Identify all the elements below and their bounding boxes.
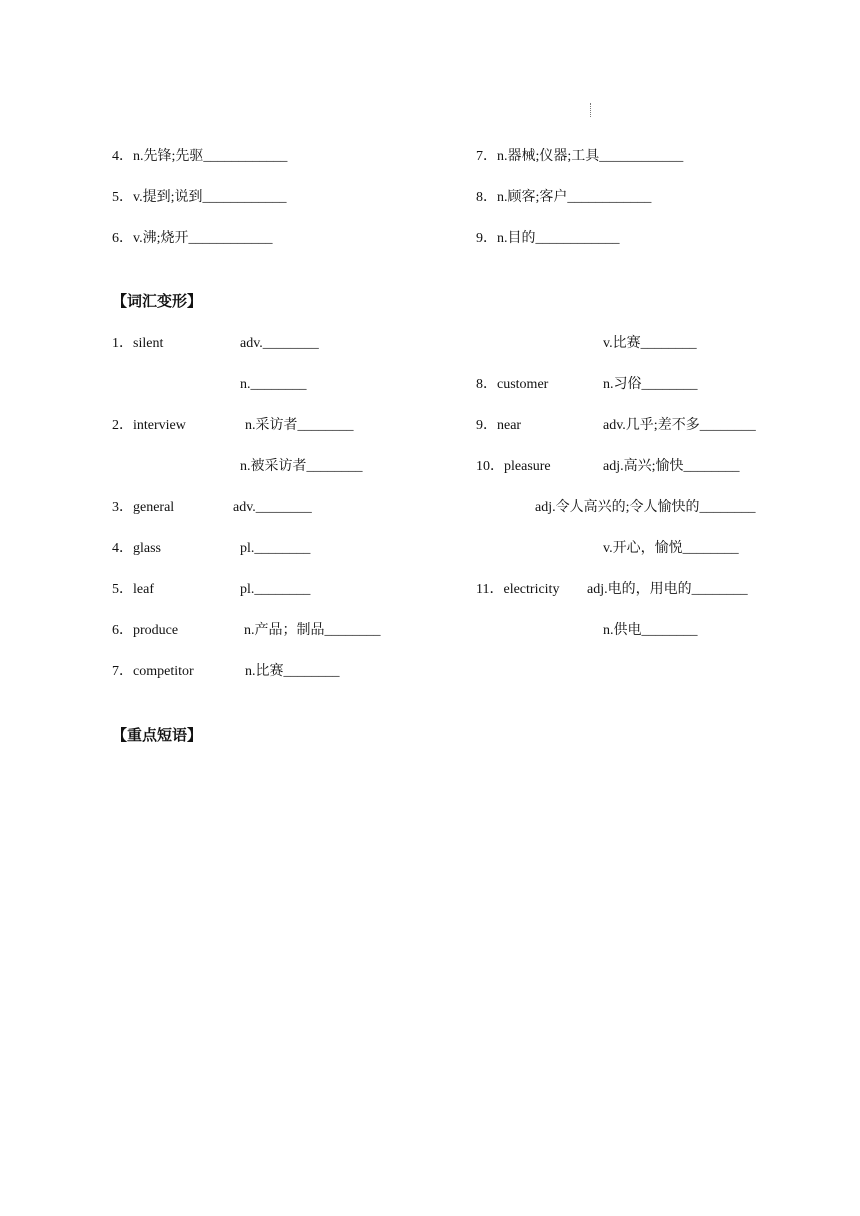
form-1a: adv.________ [240, 336, 319, 351]
form-7b: v.比赛________ [603, 336, 697, 351]
form-2b: n.被采访者________ [240, 459, 363, 474]
form-4a: pl.________ [240, 541, 311, 556]
form-9a: adv.几乎;差不多________ [603, 418, 756, 433]
word-11: 11．electricity [476, 582, 560, 597]
word-3: 3．general [112, 500, 175, 515]
word-1: 1．silent [112, 336, 164, 351]
vocab-item-9: 9．n.目的____________ [476, 231, 620, 246]
word-2: 2．interview [112, 418, 186, 433]
word-10: 10．pleasure [476, 459, 551, 474]
form-7a: n.比赛________ [245, 664, 340, 679]
word-8: 8．customer [476, 377, 549, 392]
form-5a: pl.________ [240, 582, 311, 597]
section-title-key-phrases: 【重点短语】 [112, 726, 203, 744]
form-6a: n.产品；制品________ [244, 623, 381, 638]
form-11a: adj.电的，用电的________ [587, 582, 748, 597]
vocab-item-8: 8．n.顾客;客户____________ [476, 190, 652, 205]
form-10c: v.开心，愉悦________ [603, 541, 739, 556]
form-11b: n.供电________ [603, 623, 698, 638]
form-2a: n.采访者________ [245, 418, 354, 433]
word-9: 9．near [476, 418, 522, 433]
word-7: 7．competitor [112, 664, 194, 679]
vocab-item-6: 6．v.沸;烧开____________ [112, 231, 273, 246]
vocab-item-5: 5．v.提到;说到____________ [112, 190, 287, 205]
dotted-mark [590, 103, 592, 117]
form-3a: adv.________ [233, 500, 312, 515]
section-title-word-forms: 【词汇变形】 [112, 292, 203, 310]
vocab-item-4: 4．n.先锋;先驱____________ [112, 149, 288, 164]
word-4: 4．glass [112, 541, 161, 556]
form-8a: n.习俗________ [603, 377, 698, 392]
form-1b: n.________ [240, 377, 307, 392]
word-6: 6．produce [112, 623, 179, 638]
vocab-item-7: 7．n.器械;仪器;工具____________ [476, 149, 684, 164]
form-10b: adj.令人高兴的;令人愉快的________ [535, 500, 756, 515]
form-10a: adj.高兴;愉快________ [603, 459, 740, 474]
word-5: 5．leaf [112, 582, 154, 597]
